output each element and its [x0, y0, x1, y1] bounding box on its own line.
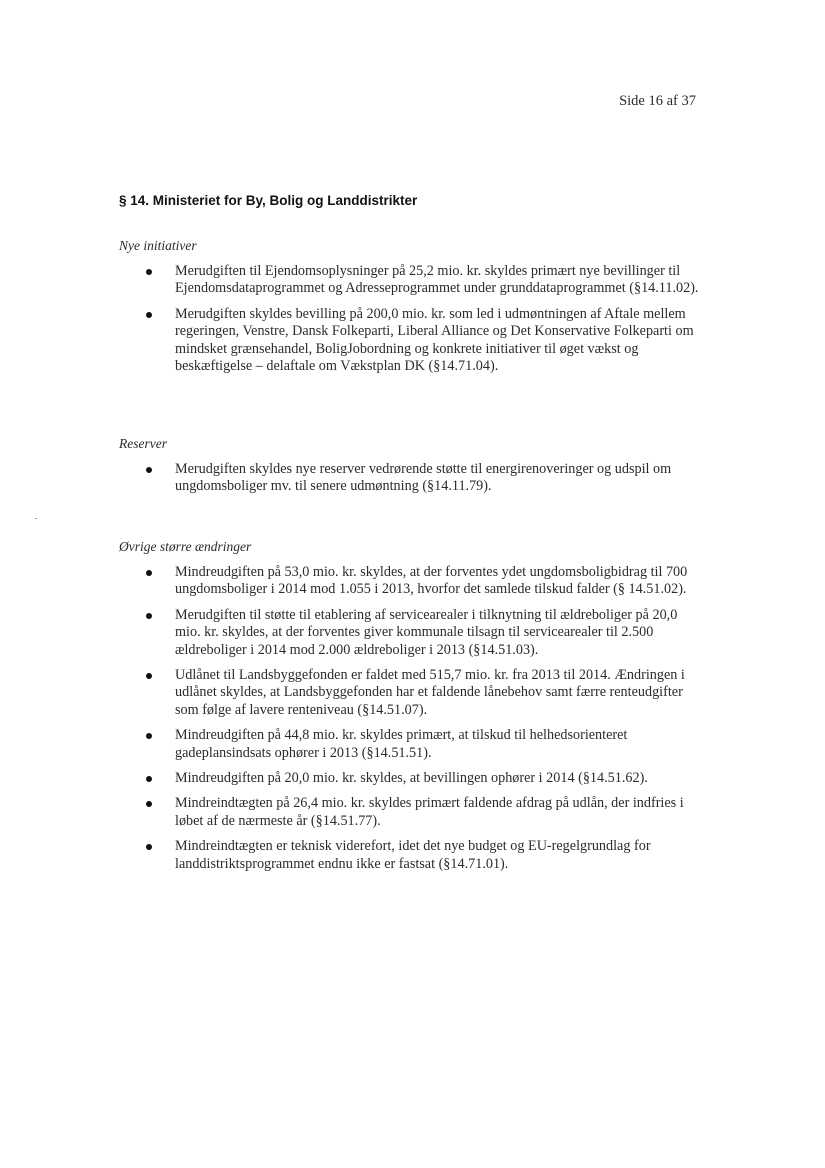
section-ovrige-storre-aendringer	[119, 539, 699, 881]
bullet-icon	[146, 570, 152, 576]
bullet-icon	[146, 269, 152, 275]
page-number: Side 16 af 37	[619, 93, 696, 109]
list-item-text: Merudgiften til Ejendomsoplysninger på 25,2 mio. kr. skyldes primært nye bevillinger til Ejendomsdataprogrammet og Adresseprogrammet under grunddataprogrammet (§14.11.02).	[175, 263, 699, 297]
subsection-title: Øvrige større ændringer	[119, 539, 252, 554]
list-item	[119, 770, 699, 787]
list-item-text: Merudgiften skyldes bevilling på 200,0 mio. kr. som led i udmøntningen af Aftale mellem regeringen, Venstre, Dansk Folkeparti, Liberal Alliance og Det Konservative Folkeparti om mindsket grænsehandel, BoligJobordning og konkrete initiativer til øget vækst og beskæftigelse – delaftale om Vækstplan DK (§14.71.04).	[175, 305, 694, 375]
subsection-title: Nye initiativer	[119, 238, 197, 253]
list-item-text: Merudgiften skyldes nye reserver vedrørende støtte til energirenoveringer og udspil om ungdomsboliger mv. til senere udmøntning (§14.11.79).	[175, 461, 672, 495]
bullet-list	[119, 461, 699, 496]
bullet-list	[119, 564, 699, 873]
list-item-text: Mindreindtægten på 26,4 mio. kr. skyldes primært faldende afdrag på udlån, der indfries i løbet af de nærmeste år (§14.51.77).	[175, 795, 684, 829]
list-item	[119, 607, 699, 659]
bullet-icon	[146, 467, 152, 473]
section-nye-initiativer	[119, 238, 699, 383]
list-item	[119, 263, 699, 298]
bullet-icon	[146, 776, 152, 782]
bullet-icon	[146, 312, 152, 318]
list-item	[119, 667, 699, 719]
list-item-text: Merudgiften til støtte til etablering af servicearealer i tilknytning til ældreboliger på 20,0 mio. kr. skyldes, at der forventes giver kommunale tilsagn til servicearealer til 2.500 ældreboliger i 2014 mod 2.000 ældreboliger i 2013 (§14.51.03).	[175, 606, 678, 658]
section-reserver	[119, 436, 699, 504]
list-item-text: Mindreudgiften på 53,0 mio. kr. skyldes, at der forventes ydet ungdomsboligbidrag til 700 ungdomsboliger i 2014 mod 1.055 i 2013, hvorfor det samlede tilskud falder (§ 14.51.02).	[175, 564, 688, 598]
list-item	[119, 838, 699, 873]
bullet-icon	[146, 844, 152, 850]
scan-mark	[35, 518, 37, 519]
bullet-icon	[146, 613, 152, 619]
list-item	[119, 795, 699, 830]
bullet-icon	[146, 673, 152, 679]
section-heading: § 14. Ministeriet for By, Bolig og Landdistrikter	[119, 193, 418, 208]
list-item	[119, 727, 699, 762]
list-item-text: Mindreudgiften på 20,0 mio. kr. skyldes, at bevillingen ophører i 2014 (§14.51.62).	[175, 770, 648, 787]
list-item-text: Mindreudgiften på 44,8 mio. kr. skyldes primært, at tilskud til helhedsorienteret gadeplansindsats ophører i 2013 (§14.51.51).	[175, 727, 628, 761]
bullet-icon	[146, 733, 152, 739]
bullet-list	[119, 263, 699, 375]
subsection-title: Reserver	[119, 436, 167, 451]
list-item	[119, 461, 699, 496]
list-item	[119, 306, 699, 376]
list-item-text: Mindreindtægten er teknisk viderefort, idet det nye budget og EU-regelgrundlag for landdistriktsprogrammet endnu ikke er fastsat (§14.71.01).	[175, 838, 651, 872]
list-item-text: Udlånet til Landsbyggefonden er faldet med 515,7 mio. kr. fra 2013 til 2014. Ændringen i udlånet skyldes, at Landsbyggefonden har et faldende lånebehov samt færre renteudgifter som følge af lavere renteniveau (§14.51.07).	[175, 667, 685, 718]
list-item	[119, 564, 699, 599]
bullet-icon	[146, 801, 152, 807]
